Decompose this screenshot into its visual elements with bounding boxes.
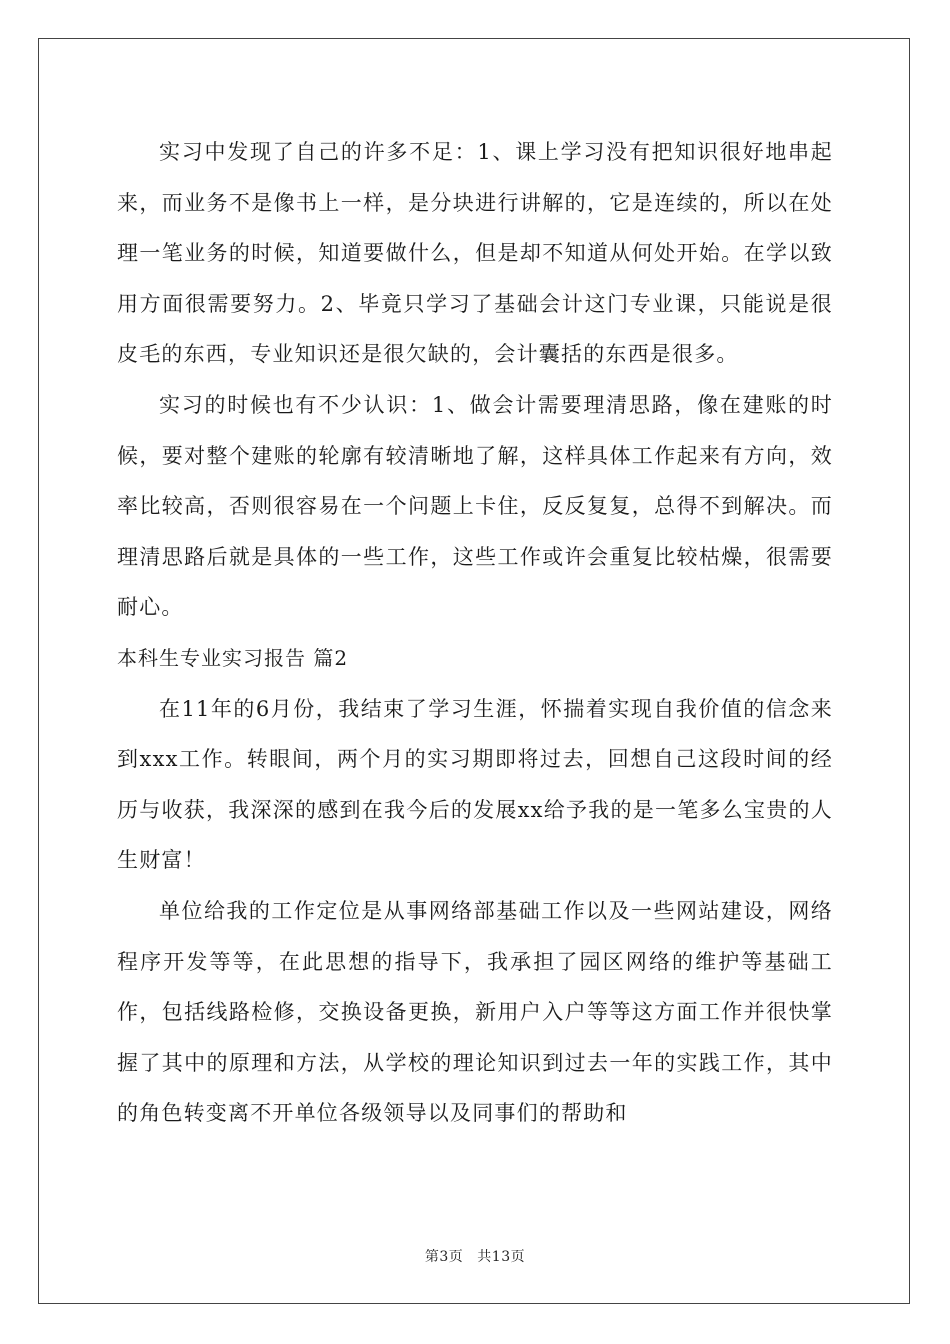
page-footer — [0, 1246, 950, 1266]
page-total: 共13页 — [477, 1249, 526, 1265]
document-body — [117, 127, 833, 1139]
paragraph-start-work: 在11年的6月份，我结束了学习生涯，怀揣着实现自我价值的信念来到xxx工作。转眼间，两个月的实习期即将过去，回想自己这段时间的经历与收获，我深深的感到在我今后的发展xx给予我的是一笔多么宝贵的人生财富！ — [117, 696, 833, 873]
page-number: 第3页 — [424, 1249, 464, 1265]
paragraph-job-role: 单位给我的工作定位是从事网络部基础工作以及一些网站建设，网络程序开发等等，在此思想的指导下，我承担了园区网络的维护等基础工作，包括线路检修，交换设备更换，新用户入户等等这方面工作并很快掌握了其中的原理和方法，从学校的理论知识到过去一年的实践工作，其中的角色转变离不开单位各级领导以及同事们的帮助和 — [117, 898, 833, 1126]
paragraph-shortcomings: 实习中发现了自己的许多不足：1、课上学习没有把知识很好地串起来，而业务不是像书上一样，是分块进行讲解的，它是连续的，所以在处理一笔业务的时候，知道要做什么，但是却不知道从何处开始。在学以致用方面很需要努力。2、毕竟只学习了基础会计这门专业课，只能说是很皮毛的东西，专业知识还是很欠缺的，会计囊括的东西是很多。 — [117, 140, 833, 367]
paragraph-insights: 实习的时候也有不少认识：1、做会计需要理清思路，像在建账的时候，要对整个建账的轮廓有较清晰地了解，这样具体工作起来有方向，效率比较高，否则很容易在一个问题上卡住，反反复复，总得不到解决。而理清思路后就是具体的一些工作，这些工作或许会重复比较枯燥，很需要耐心。 — [117, 392, 833, 620]
section-heading: 本科生专业实习报告 篇2 — [117, 645, 349, 670]
